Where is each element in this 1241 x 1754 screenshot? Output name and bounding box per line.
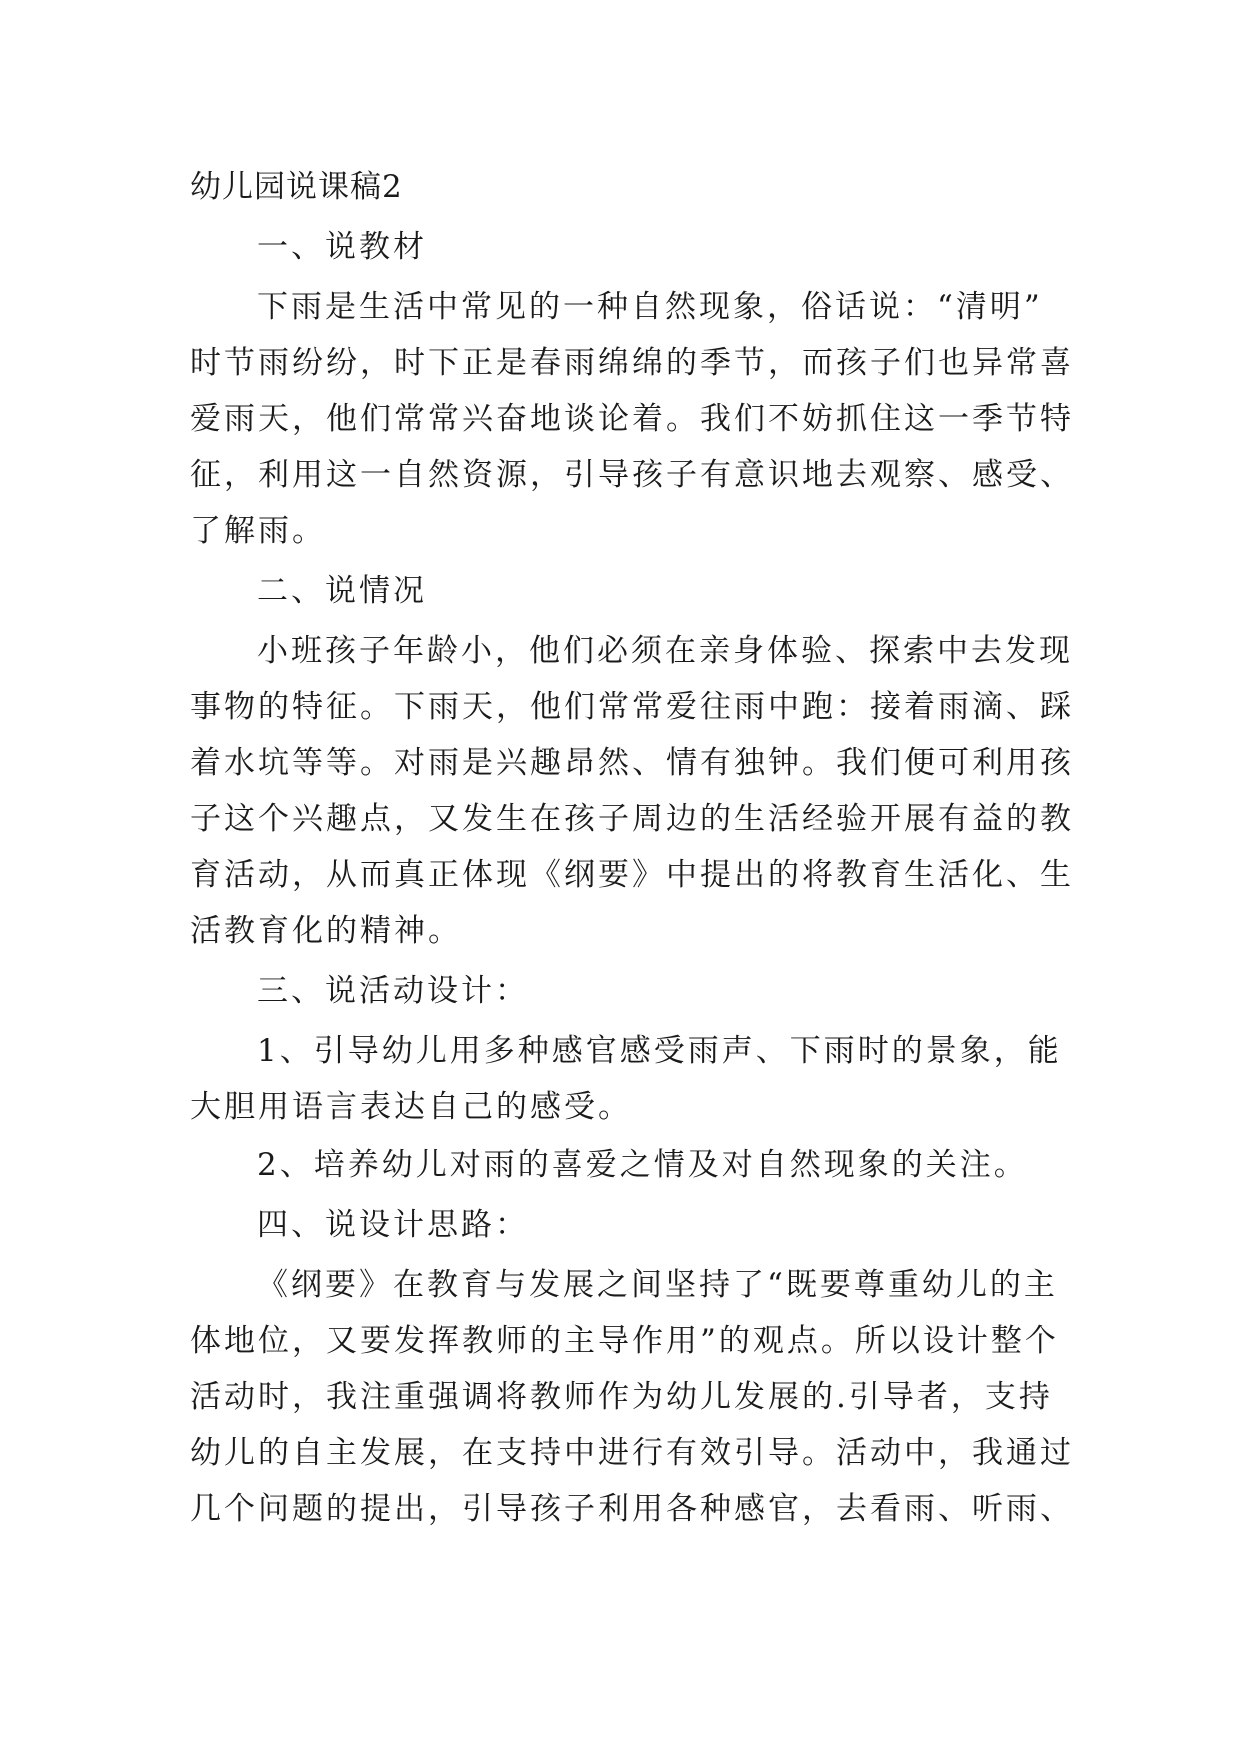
paragraph-line: 大胆用语言表达自己的感受。 xyxy=(190,1089,632,1125)
paragraph-line: 子这个兴趣点，又发生在孩子周边的生活经验开展有益的教 xyxy=(190,801,1074,837)
section-heading: 三、说活动设计： xyxy=(257,973,529,1009)
paragraph-line: 事物的特征。下雨天，他们常常爱往雨中跑：接着雨滴、踩 xyxy=(190,689,1074,725)
paragraph-line: 几个问题的提出，引导孩子利用各种感官，去看雨、听雨、 xyxy=(190,1491,1074,1527)
paragraph-line: 活动时，我注重强调将教师作为幼儿发展的.引导者，支持 xyxy=(190,1379,1053,1415)
paragraph-line: 小班孩子年龄小，他们必须在亲身体验、探索中去发现 xyxy=(257,633,1073,669)
document-title: 幼儿园说课稿2 xyxy=(190,169,403,205)
paragraph-line: 1、引导幼儿用多种感官感受雨声、下雨时的景象，能 xyxy=(257,1033,1062,1069)
paragraph-line: 《纲要》在教育与发展之间坚持了“既要尊重幼儿的主 xyxy=(257,1267,1058,1303)
paragraph-line: 时节雨纷纷，时下正是春雨绵绵的季节，而孩子们也异常喜 xyxy=(190,345,1074,381)
paragraph-line: 下雨是生活中常见的一种自然现象，俗话说：“清明” xyxy=(257,289,1043,325)
paragraph-line: 爱雨天，他们常常兴奋地谈论着。我们不妨抓住这一季节特 xyxy=(190,401,1074,437)
paragraph-line: 体地位，又要发挥教师的主导作用”的观点。所以设计整个 xyxy=(190,1323,1059,1359)
paragraph-line: 着水坑等等。对雨是兴趣昂然、情有独钟。我们便可利用孩 xyxy=(190,745,1074,781)
paragraph-line: 了解雨。 xyxy=(190,513,326,549)
section-heading: 二、说情况 xyxy=(257,573,427,609)
paragraph-line: 征，利用这一自然资源，引导孩子有意识地去观察、感受、 xyxy=(190,457,1074,493)
section-heading: 一、说教材 xyxy=(257,229,427,265)
paragraph-line: 幼儿的自主发展，在支持中进行有效引导。活动中，我通过 xyxy=(190,1435,1074,1471)
section-heading: 四、说设计思路： xyxy=(257,1207,529,1243)
paragraph-line: 活教育化的精神。 xyxy=(190,913,462,949)
paragraph-line: 育活动，从而真正体现《纲要》中提出的将教育生活化、生 xyxy=(190,857,1074,893)
paragraph-line: 2、培养幼儿对雨的喜爱之情及对自然现象的关注。 xyxy=(257,1147,1028,1183)
